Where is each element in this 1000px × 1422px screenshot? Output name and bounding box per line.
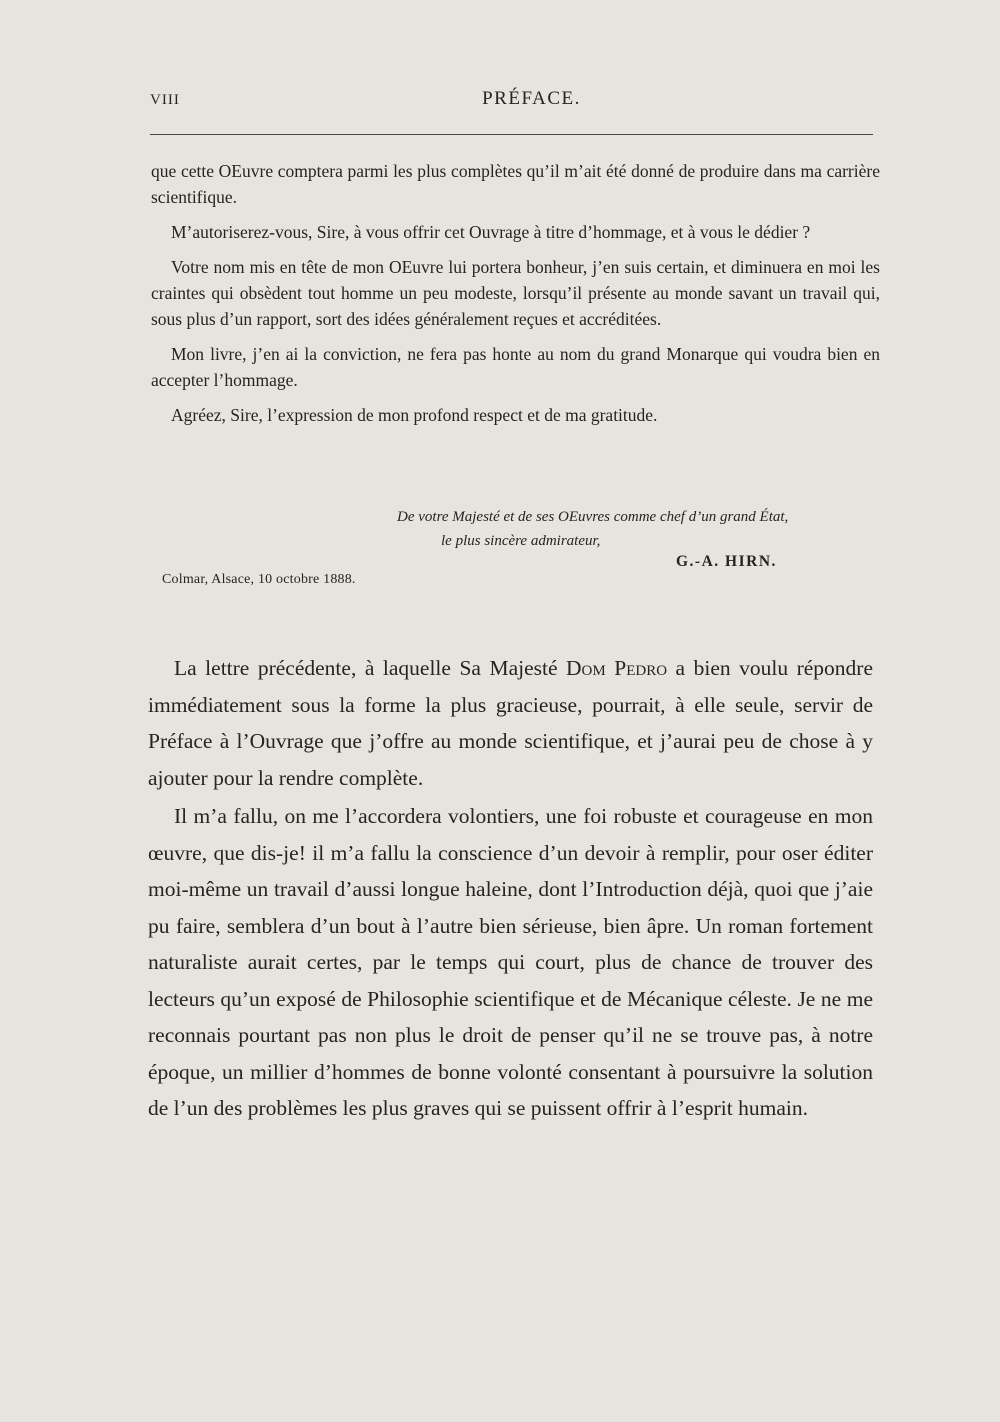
letter-paragraph: Votre nom mis en tête de mon OEuvre lui portera bonheur, j’en suis certain, et diminuera en moi les craintes qui obsèdent tout homme un peu modeste, lorsqu’il présente au monde savant un travail qui, sous plus d’un rapport, sort des idées généralement reçues et accréditées. — [151, 257, 880, 329]
preface-text — [148, 650, 873, 1129]
signoff-line: De votre Majesté et de ses OEuvres comme chef d’un grand État, — [397, 509, 789, 525]
letter-paragraph: M’autoriserez-vous, Sire, à vous offrir cet Ouvrage à titre d’hommage, et à vous le dédier ? — [171, 222, 811, 242]
emperor-name: Dom Pedro — [566, 656, 668, 680]
signoff-line: le plus sincère admirateur, — [441, 533, 601, 549]
preface-paragraph: Il m’a fallu, on me l’accordera volontiers, une foi robuste et courageuse en mon œuvre, que dis-je! il m’a fallu la conscience d’un devoir à remplir, pour oser éditer moi-même un travail d’aussi longue haleine, dont l’Introduction déjà, quoi que j’aie pu faire, semblera d’un bout à l’autre bien sérieuse, bien âpre. Un roman fortement naturaliste aurait certes, par le temps qui court, plus de chance de trouver des lecteurs qu’un exposé de Philosophie scientifique et de Mécanique céleste. Je ne me reconnais pourtant pas non plus le droit de penser qu’il ne se trouve pas, à notre époque, un millier d’hommes de bonne volonté consentant à poursuivre la solution de l’un des problèmes les plus graves qui se puissent offrir à l’esprit humain. — [148, 804, 873, 1120]
page-header — [150, 88, 873, 116]
running-title: PRÉFACE. — [482, 88, 581, 109]
letter-paragraph: Agréez, Sire, l’expression de mon profond respect et de ma gratitude. — [171, 405, 658, 425]
place-date: Colmar, Alsace, 10 octobre 1888. — [162, 572, 356, 587]
preface-text-run: La lettre précédente, à laquelle Sa Majesté — [174, 656, 567, 680]
header-rule — [150, 134, 873, 135]
letter-paragraph: que cette OEuvre comptera parmi les plus complètes qu’il m’ait été donné de produire dans ma carrière scientifique. — [151, 161, 880, 207]
letter-paragraph: Mon livre, j’en ai la conviction, ne fera pas honte au nom du grand Monarque qui voudra bien en accepter l’hommage. — [151, 344, 880, 390]
preface-text-run: a bien voulu répondre immédiatement sous la forme la plus gracieuse, pourrait, à elle seule, servir de Préface à l’Ouvrage que j’offre au monde scientifique, et j’aurai peu de chose à y ajouter pour la rendre complète. — [148, 656, 873, 790]
signature: G.-A. HIRN. — [676, 553, 777, 570]
letter-text — [151, 158, 880, 437]
preface-paragraph — [148, 650, 873, 796]
page-number: VIII — [150, 92, 180, 108]
letter-signoff — [397, 505, 877, 553]
